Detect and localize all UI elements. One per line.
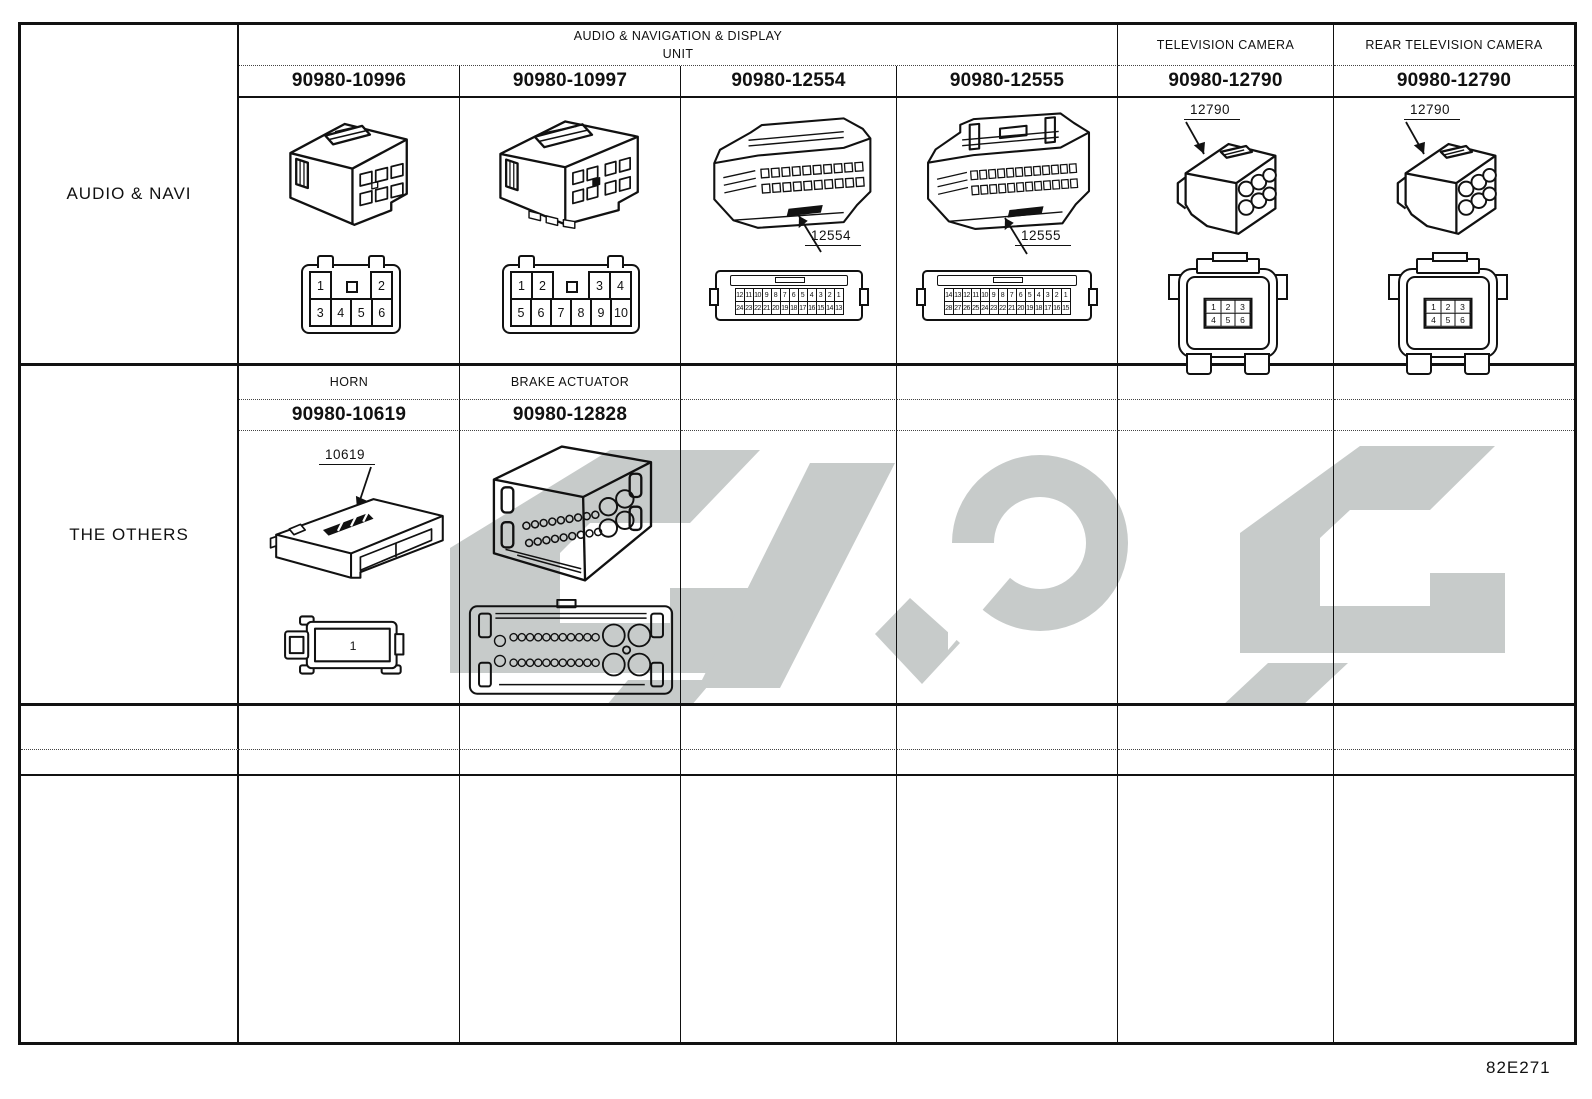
part-number-12554	[681, 66, 897, 98]
pin-row	[510, 298, 632, 327]
pin-grid	[1204, 298, 1253, 329]
pin-cell-11: 11	[744, 288, 754, 302]
empty-cell	[681, 400, 897, 431]
pin-cell-2: 2	[1052, 288, 1062, 302]
pin-face-cap	[1416, 258, 1480, 274]
pin-cell-1: 1	[309, 271, 332, 300]
connector-12828-pin-face	[465, 599, 677, 701]
part-number-12790-tv	[1118, 66, 1334, 98]
header-rear-tv-camera-text: REAR TELEVISION CAMERA	[1365, 37, 1543, 52]
pin-cell-6: 6	[1455, 312, 1471, 326]
callout-12554	[805, 228, 861, 246]
cell-10619-drawings	[239, 431, 460, 706]
connector-12554-pin-face-cap	[730, 275, 848, 286]
empty-cell	[1118, 750, 1334, 776]
empty-cell	[897, 431, 1118, 706]
pin-face-key-gap	[554, 271, 588, 300]
empty-cell	[897, 366, 1118, 400]
connector-12828-3d-drawing	[465, 433, 677, 593]
pin-cell-24: 24	[980, 301, 990, 315]
empty-cell	[1334, 706, 1574, 750]
pin-cell-19: 19	[1025, 301, 1035, 315]
empty-cell	[681, 706, 897, 750]
pin-cell-7: 7	[550, 298, 572, 327]
pin-cell-4: 4	[1206, 312, 1222, 326]
header-tv-camera	[1118, 25, 1334, 66]
pin-cell-20: 20	[1016, 301, 1026, 315]
empty-cell	[1118, 706, 1334, 750]
connector-10619-3d-drawing	[263, 486, 455, 603]
connector-12790-rear-pin-face	[1398, 268, 1498, 358]
cell-10997-drawings	[460, 98, 681, 366]
empty-cell	[1118, 400, 1334, 431]
pin-cell-1: 1	[1426, 300, 1442, 314]
empty-cell	[1334, 750, 1574, 776]
callout-12790-tv	[1184, 102, 1240, 120]
pin-cell-22: 22	[753, 301, 763, 315]
pin-cell-6: 6	[1235, 312, 1251, 326]
pin-cell-6: 6	[530, 298, 552, 327]
pin-cell-13: 13	[834, 301, 844, 315]
connector-12554-pin-face-shell	[715, 270, 863, 321]
pin-cell-1: 1	[510, 271, 533, 300]
part-number-10996-text: 90980-10996	[291, 70, 407, 91]
header-brake-actuator	[460, 366, 681, 400]
empty-cell	[239, 750, 460, 776]
pin-cell-4: 4	[1034, 288, 1044, 302]
empty-cell	[1334, 400, 1574, 431]
pin-cell-11: 11	[971, 288, 981, 302]
pin-cell-9: 9	[590, 298, 612, 327]
pin-cell-10: 10	[980, 288, 990, 302]
pin-cell-16: 16	[807, 301, 817, 315]
pin-cell-16: 16	[1052, 301, 1062, 315]
header-horn-text: HORN	[329, 375, 369, 390]
cell-12828-drawings	[460, 431, 681, 706]
callout-12790-tv-text: 12790	[1190, 102, 1231, 117]
pin-cell-9: 9	[989, 288, 999, 302]
pin-cell-4: 4	[330, 298, 353, 327]
callout-12790-rear	[1404, 102, 1460, 120]
pin-cell-6: 6	[789, 288, 799, 302]
connector-10997-3d-drawing	[485, 110, 657, 234]
cell-10996-drawings	[239, 98, 460, 366]
part-number-10996	[239, 66, 460, 98]
row-label-audio-navi-text: AUDIO & NAVI	[66, 184, 192, 203]
connector-12790-tv-pin-face	[1178, 268, 1278, 358]
empty-cell	[1118, 431, 1334, 706]
pin-cell-2: 2	[825, 288, 835, 302]
pin-cell-17: 17	[798, 301, 808, 315]
page-code	[1486, 1058, 1551, 1078]
pin-cell-18: 18	[789, 301, 799, 315]
empty-cell	[897, 400, 1118, 431]
pin-cell-4: 4	[609, 271, 632, 300]
empty-cell	[239, 776, 460, 1042]
pin-cell-6: 6	[371, 298, 394, 327]
empty-cell	[21, 706, 239, 750]
empty-cell	[897, 776, 1118, 1042]
pin-face-key-gap	[332, 271, 370, 300]
cell-12790-tv-drawings	[1118, 98, 1334, 366]
empty-cell	[460, 750, 681, 776]
pin-cell-2: 2	[1440, 300, 1456, 314]
pin-cell-4: 4	[807, 288, 817, 302]
pin-cell-14: 14	[825, 301, 835, 315]
empty-cell	[897, 750, 1118, 776]
pin-cell-3: 3	[309, 298, 332, 327]
pin-cell-23: 23	[744, 301, 754, 315]
part-number-12554-text: 90980-12554	[731, 70, 846, 91]
pin-face-cap	[1196, 258, 1260, 274]
pin-row	[309, 298, 393, 327]
pin-cell-28: 28	[944, 301, 954, 315]
pin-cell-9: 9	[762, 288, 772, 302]
cell-12555-drawings	[897, 98, 1118, 366]
pin-cell-2: 2	[370, 271, 393, 300]
pin-cell-22: 22	[998, 301, 1008, 315]
pin-cell-21: 21	[762, 301, 772, 315]
pin-row	[1206, 312, 1251, 326]
pin-cell-15: 15	[816, 301, 826, 315]
empty-cell	[681, 366, 897, 400]
pin-cell-8: 8	[771, 288, 781, 302]
part-number-10997-text: 90980-10997	[512, 70, 628, 91]
header-tv-camera-text: TELEVISION CAMERA	[1156, 37, 1295, 52]
callout-10619	[319, 447, 375, 465]
empty-cell	[21, 750, 239, 776]
pin-cell-25: 25	[971, 301, 981, 315]
pin-cell-5: 5	[798, 288, 808, 302]
part-number-12828	[460, 400, 681, 431]
empty-cell	[681, 750, 897, 776]
part-number-12790-rear	[1334, 66, 1574, 98]
pin-cell-8: 8	[570, 298, 592, 327]
pin-cell-10: 10	[753, 288, 763, 302]
empty-cell	[1118, 776, 1334, 1042]
part-number-12828-text: 90980-12828	[512, 404, 628, 425]
connector-10619-pin-face	[281, 611, 417, 679]
pin-grid	[1424, 298, 1473, 329]
pin-cell-12: 12	[962, 288, 972, 302]
row-label-others	[21, 366, 239, 706]
pin-row	[309, 271, 393, 300]
empty-cell	[460, 776, 681, 1042]
cell-12790-rear-drawings	[1334, 98, 1574, 366]
part-number-12555-text: 90980-12555	[949, 70, 1065, 91]
pin-row	[927, 288, 1087, 302]
callout-10619-text: 10619	[325, 447, 366, 462]
pin-cell-4: 4	[1426, 312, 1442, 326]
pin-cell-26: 26	[962, 301, 972, 315]
connector-12790-rear-3d-drawing	[1390, 128, 1512, 246]
empty-cell	[1334, 366, 1574, 400]
part-number-12790-rear-text: 90980-12790	[1396, 70, 1512, 91]
empty-cell	[1118, 366, 1334, 400]
callout-12555-text: 12555	[1021, 228, 1062, 243]
pin-cell-5: 5	[1220, 312, 1236, 326]
connector-12790-tv-3d-drawing	[1170, 128, 1292, 246]
pin-cell-10: 10	[610, 298, 632, 327]
pin-cell-19: 19	[780, 301, 790, 315]
pin-cell-6: 6	[1016, 288, 1026, 302]
empty-cell	[239, 706, 460, 750]
pin-cell-5: 5	[510, 298, 532, 327]
pin-cell-3: 3	[1455, 300, 1471, 314]
pin-cell-3: 3	[816, 288, 826, 302]
pin-cell-8: 8	[998, 288, 1008, 302]
pin-cell-20: 20	[771, 301, 781, 315]
pin-cell-1: 1	[1206, 300, 1222, 314]
pin-cell-18: 18	[1034, 301, 1044, 315]
pin-cell-13: 13	[953, 288, 963, 302]
pin-cell-1: 1	[834, 288, 844, 302]
header-brake-actuator-text: BRAKE ACTUATOR	[510, 375, 630, 390]
pin-cell-23: 23	[989, 301, 999, 315]
pin-row	[510, 271, 632, 300]
page-code-text: 82E271	[1486, 1058, 1551, 1077]
callout-12555	[1015, 228, 1071, 246]
connector-12555-pin-face-shell	[922, 270, 1092, 321]
pin-cell-3: 3	[588, 271, 611, 300]
parts-table	[18, 22, 1577, 1045]
pin-cell-3: 3	[1043, 288, 1053, 302]
connector-12555-pin-face-cap	[937, 275, 1077, 286]
pin-row	[720, 288, 858, 302]
connector-12554-pin-face	[720, 288, 858, 315]
pin-cell-7: 7	[780, 288, 790, 302]
pin-cell-17: 17	[1043, 301, 1053, 315]
pin-cell-12: 12	[735, 288, 745, 302]
part-number-10997	[460, 66, 681, 98]
part-number-12790-tv-text: 90980-12790	[1168, 70, 1283, 91]
empty-cell	[1334, 776, 1574, 1042]
pin-row	[1426, 312, 1471, 326]
part-number-10619	[239, 400, 460, 431]
header-horn	[239, 366, 460, 400]
header-audio-nav-line2: UNIT	[662, 47, 694, 61]
pin-cell-27: 27	[953, 301, 963, 315]
callout-12790-rear-text: 12790	[1410, 102, 1451, 117]
empty-cell	[681, 776, 897, 1042]
header-audio-nav-display-unit	[239, 25, 1118, 66]
pin-cell-24: 24	[735, 301, 745, 315]
pin-cell-21: 21	[1007, 301, 1017, 315]
empty-cell	[681, 431, 897, 706]
part-number-10619-text: 90980-10619	[291, 404, 407, 425]
connector-10997-pin-face	[502, 264, 640, 334]
row-label-others-text: THE OTHERS	[69, 524, 189, 544]
pin-cell-5: 5	[1025, 288, 1035, 302]
connector-10996-3d-drawing	[271, 110, 431, 232]
empty-cell	[897, 706, 1118, 750]
pin-cell-7: 7	[1007, 288, 1017, 302]
pin-row	[927, 301, 1087, 315]
pin-cell-15: 15	[1061, 301, 1071, 315]
pin-cell-5: 5	[350, 298, 373, 327]
empty-cell	[460, 706, 681, 750]
pin-cell-3: 3	[1235, 300, 1251, 314]
horn-pin-1-label: 1	[349, 638, 357, 653]
connector-12555-pin-face	[927, 288, 1087, 315]
pin-row	[720, 301, 858, 315]
pin-cell-5: 5	[1440, 312, 1456, 326]
part-number-12555	[897, 66, 1118, 98]
pin-cell-14: 14	[944, 288, 954, 302]
pin-cell-1: 1	[1061, 288, 1071, 302]
pin-cell-2: 2	[531, 271, 554, 300]
empty-cell	[21, 776, 239, 1042]
pin-cell-2: 2	[1220, 300, 1236, 314]
cell-12554-drawings	[681, 98, 897, 366]
empty-cell	[1334, 431, 1574, 706]
header-audio-nav-line1: AUDIO & NAVIGATION & DISPLAY	[573, 28, 783, 43]
callout-12554-text: 12554	[811, 228, 852, 243]
header-rear-tv-camera	[1334, 25, 1574, 66]
row-label-audio-navi	[21, 25, 239, 366]
connector-10996-pin-face	[301, 264, 401, 334]
